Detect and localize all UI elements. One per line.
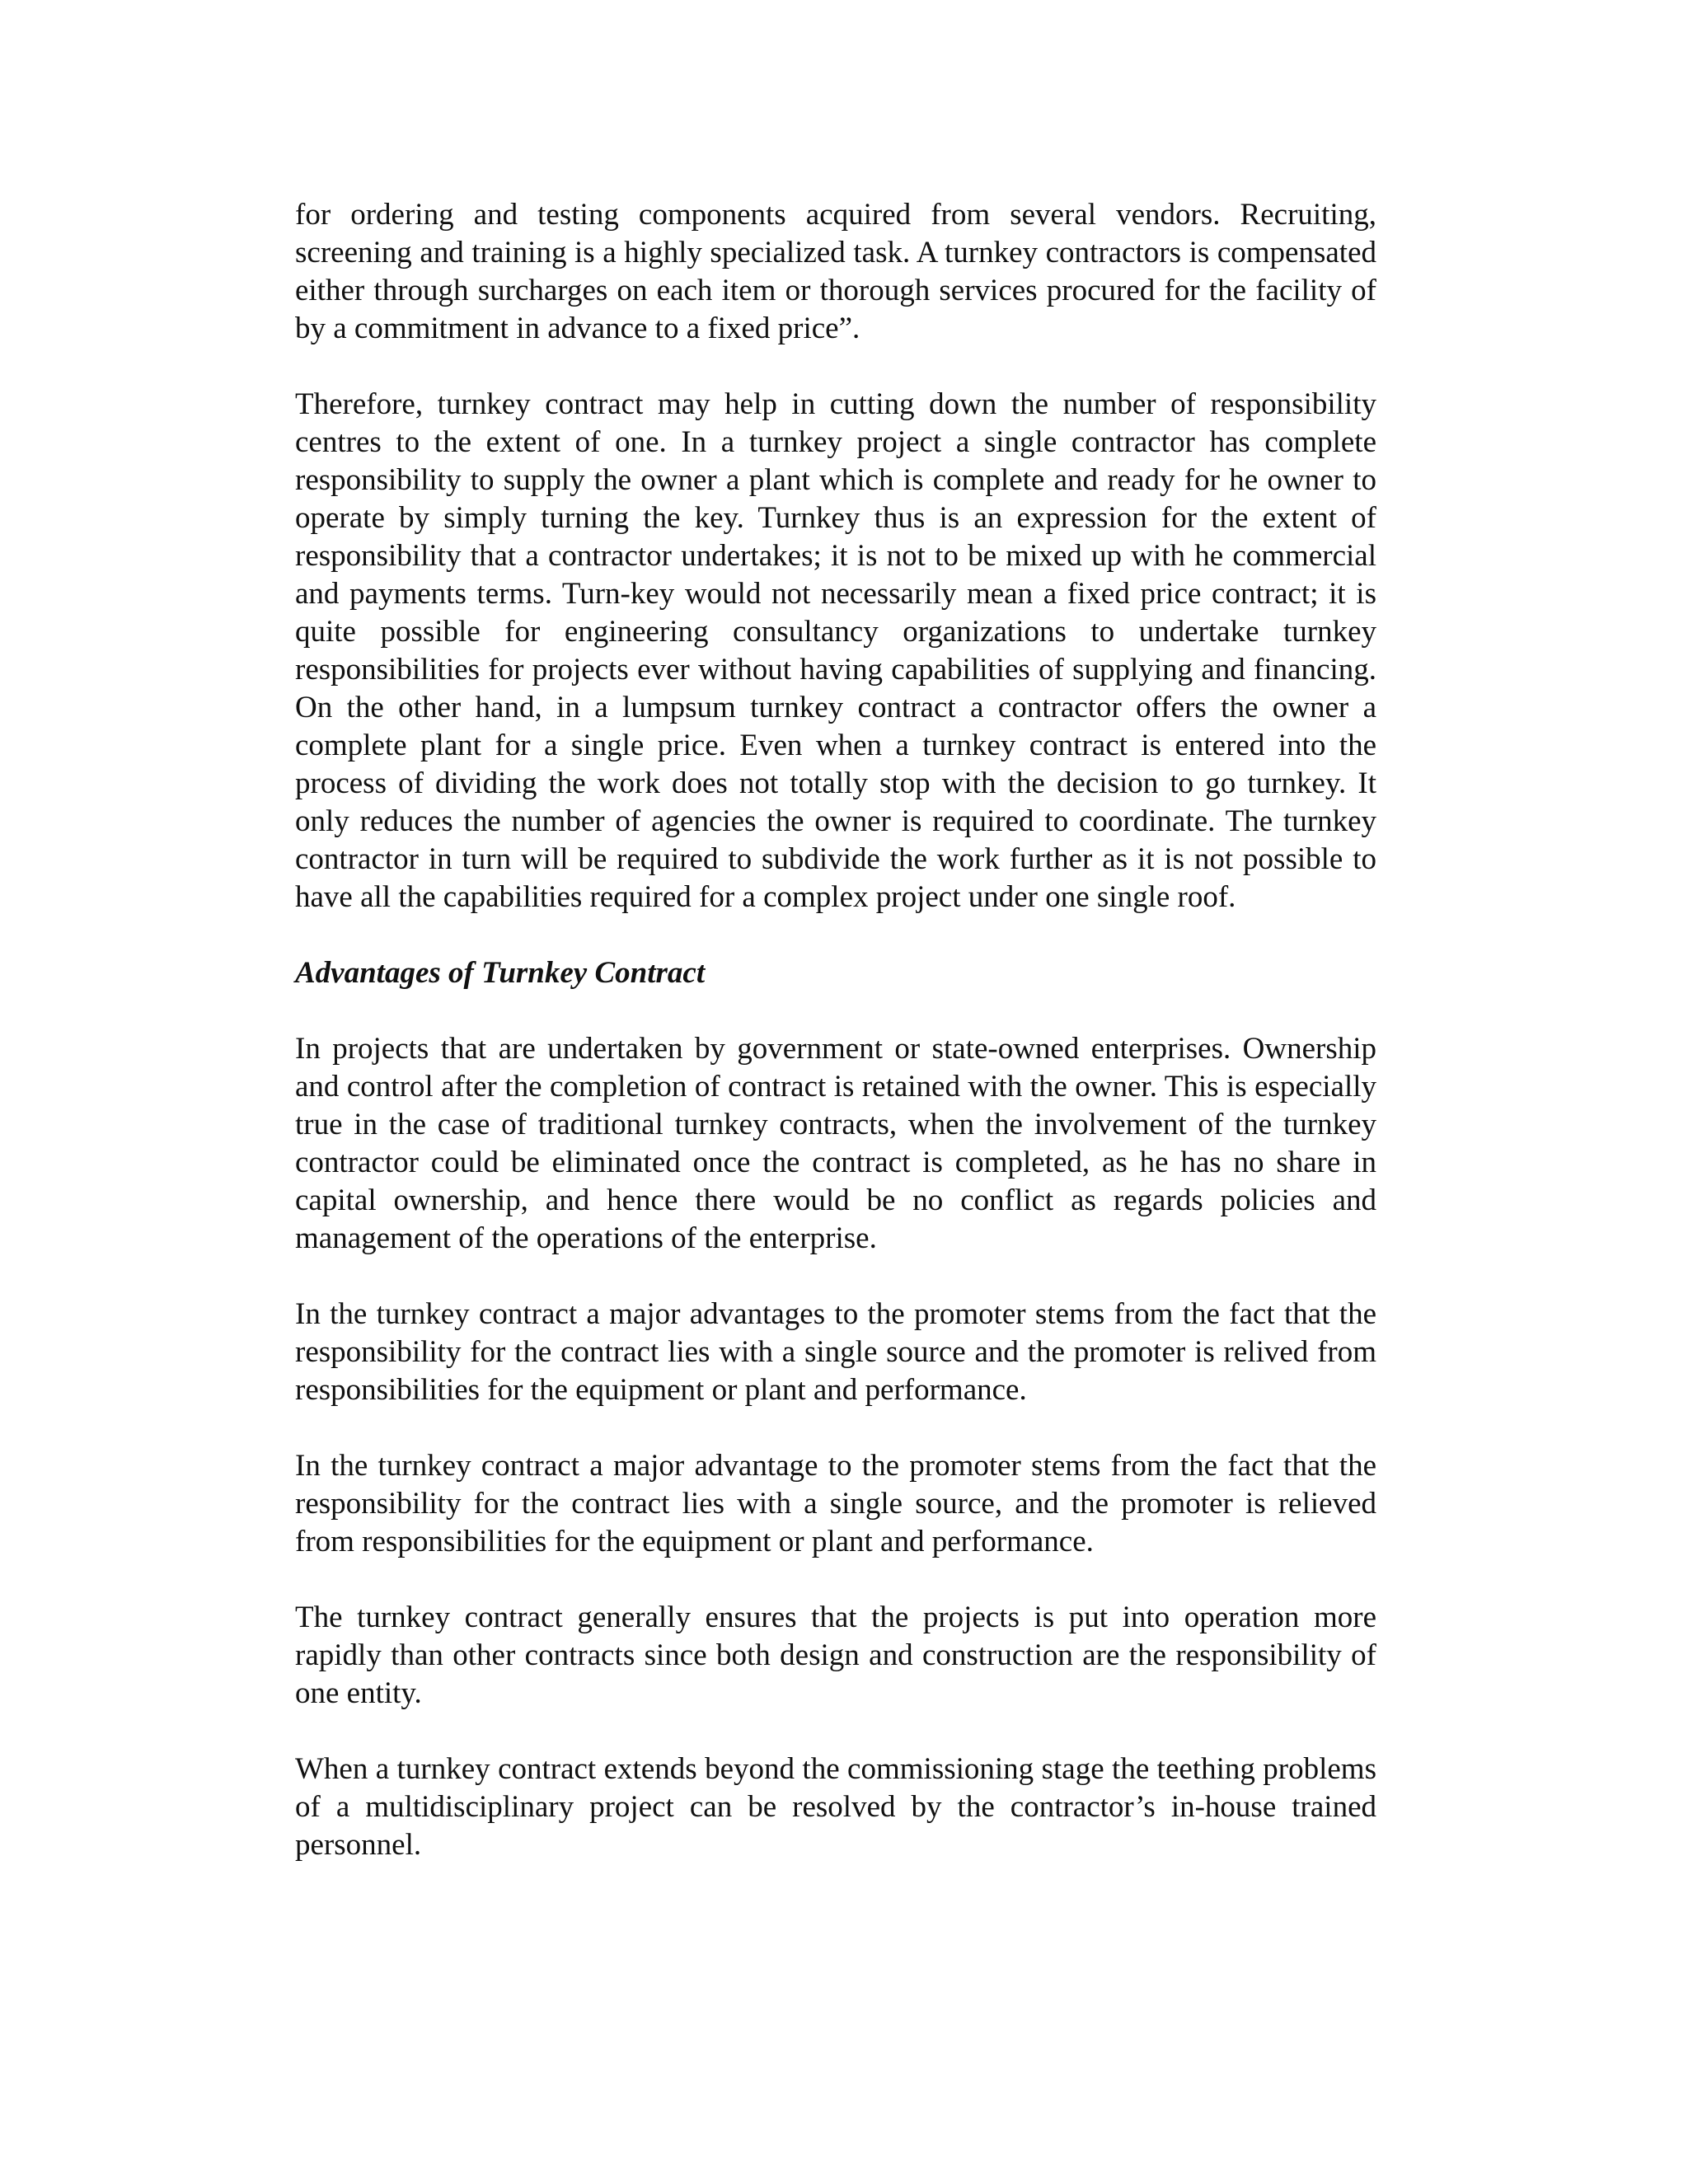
- paragraph-responsibility-centres: Therefore, turnkey contract may help in cutting down the number of responsibility centres to the extent of one. In a turnkey project a single contractor has complete responsibility to supply the owner a plant which is complete and ready for he owner to operate by simply turning the key. Turnkey thus is an expression for the extent of responsibility that a contractor undertakes; it is not to be mixed up with he commercial and payments terms. Turn-key would not necessarily mean a fixed price contract; it is quite possible for engineering consultancy organizations to undertake turnkey responsibilities for projects ever without having capabilities of supplying and financing. On the other hand, in a lumpsum turnkey contract a contractor offers the owner a complete plant for a single price. Even when a turnkey contract is entered into the process of dividing the work does not totally stop with the decision to go turnkey. It only reduces the number of agencies the owner is required to coordinate. The turnkey contractor in turn will be required to subdivide the work further as it is not possible to have all the capabilities required for a complex project under one single roof.: [295, 387, 1376, 914]
- section-heading: Advantages of Turnkey Contract: [295, 956, 706, 990]
- paragraph-rapid-operation: The turnkey contract generally ensures that the projects is put into operation more rapidly than other contracts since both design and construction are the responsibility of one entity.: [295, 1601, 1376, 1710]
- paragraph-single-source-repeat: In the turnkey contract a major advantage to the promoter stems from the fact that the responsibility for the contract lies with a single source, and the promoter is relieved from responsibilities for the equipment or plant and performance.: [295, 1449, 1376, 1558]
- document-page: [295, 196, 1376, 1902]
- paragraph-commissioning: When a turnkey contract extends beyond the commissioning stage the teething problems of a multidisciplinary project can be resolved by the contractor’s in-house trained personnel.: [295, 1752, 1376, 1862]
- paragraph-single-source: In the turnkey contract a major advantages to the promoter stems from the fact that the responsibility for the contract lies with a single source and the promoter is relived from responsibilities for the equipment or plant and performance.: [295, 1297, 1376, 1407]
- paragraph-government-projects: In projects that are undertaken by government or state-owned enterprises. Ownership and control after the completion of contract is retained with the owner. This is especially true in the case of traditional turnkey contracts, when the involvement of the turnkey contractor could be eliminated once the contract is completed, as he has no share in capital ownership, and hence there would be no conflict as regards policies and management of the operations of the enterprise.: [295, 1032, 1376, 1255]
- paragraph-ordering-testing: for ordering and testing components acquired from several vendors. Recruiting, screening and training is a highly specialized task. A turnkey contractors is compensated either through surcharges on each item or thorough services procured for the facility of by a commitment in advance to a fixed price”.: [295, 198, 1376, 345]
